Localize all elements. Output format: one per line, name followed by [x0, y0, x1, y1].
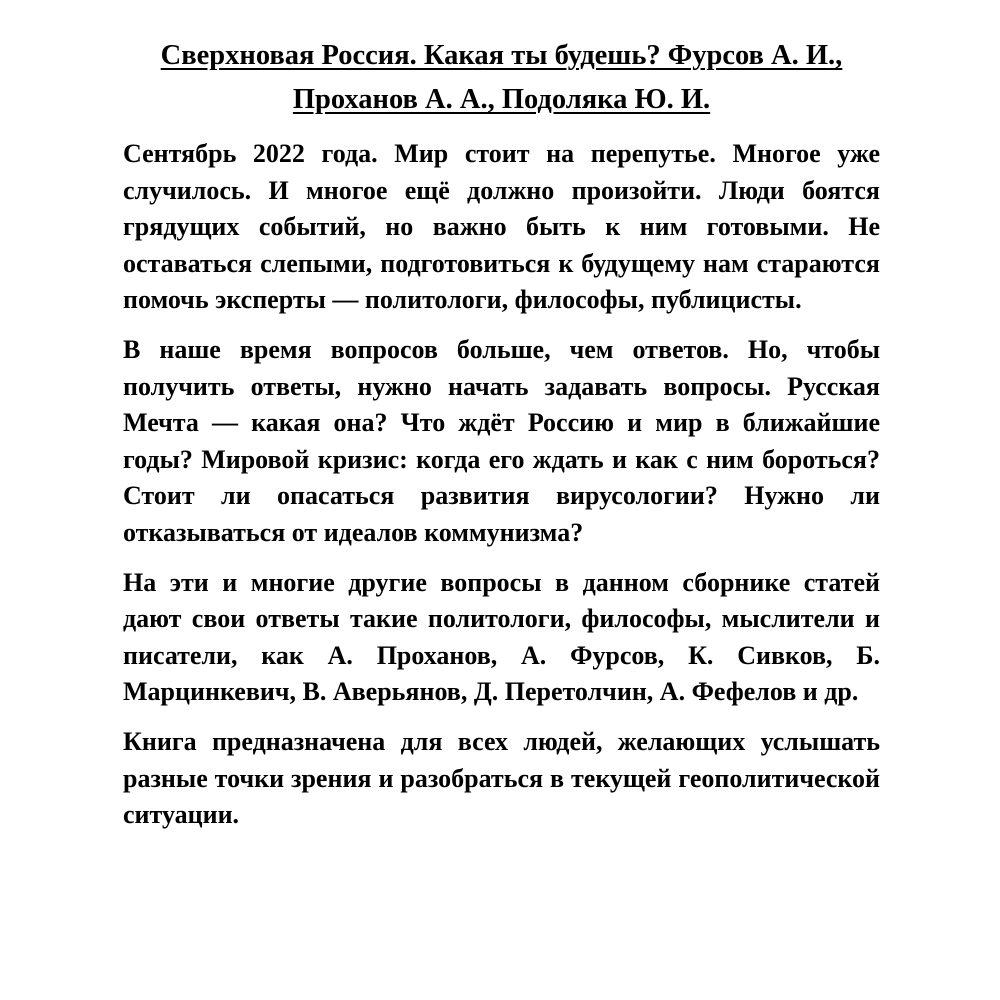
book-title: Сверхновая Россия. Какая ты будешь? Фурсов А. И., Проханов А. А., Подоляка Ю. И. — [160, 40, 843, 115]
description-paragraph-1: Сентябрь 2022 года. Мир стоит на перепутье. Многое уже случилось. И многое ещё должно произойти. Люди боятся грядущих событий, но важно быть к ним готовыми. Не оставаться слепыми, подготовиться к будущему нам стараются помочь эксперты — политологи, философы, публицисты. — [123, 139, 880, 315]
description-paragraph-4: Книга предназначена для всех людей, желающих услышать разные точки зрения и разобраться в текущей геополитической ситуации. — [123, 726, 880, 830]
description-paragraph-3: На эти и многие другие вопросы в данном сборнике статей дают свои ответы такие политологи, философы, мыслители и писатели, как А. Проханов, А. Фурсов, К. Сивков, Б. Марцинкевич, В. Аверьянов, Д. Перетолчин, А. Фефелов и др. — [123, 567, 880, 707]
description-paragraph-2: В наше время вопросов больше, чем ответов. Но, чтобы получить ответы, нужно начать задавать вопросы. Русская Мечта — какая она? Что ждёт Россию и мир в ближайшие годы? Мировой кризис: когда его ждать и как с ним бороться? Стоит ли опасаться развития вирусологии? Нужно ли отказываться от идеалов коммунизма? — [123, 334, 880, 547]
